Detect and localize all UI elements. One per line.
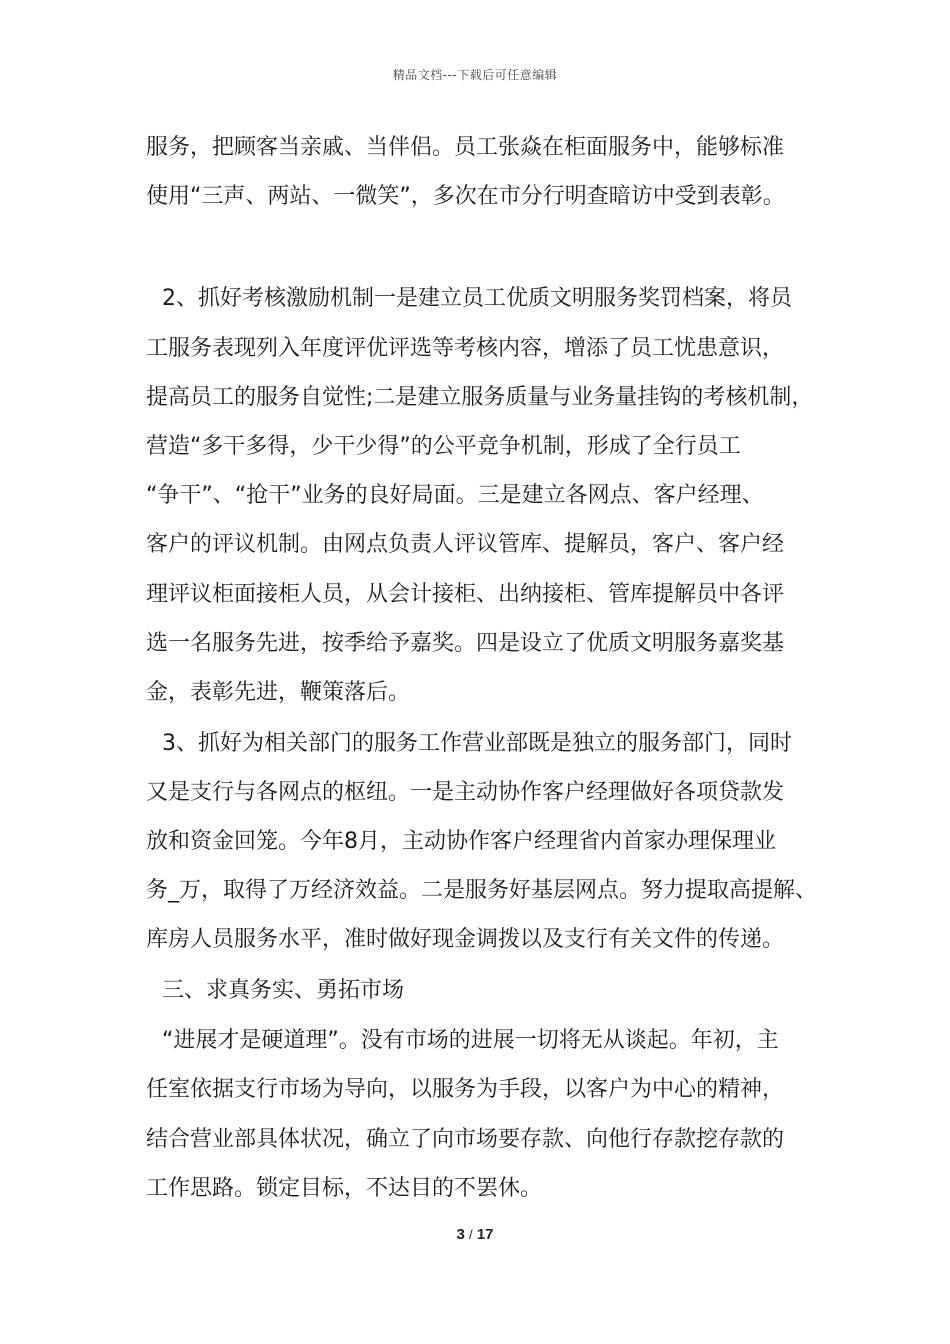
body-line: 提高员工的服务自觉性;二是建立服务质量与业务量挂钩的考核机制，	[146, 385, 814, 410]
total-pages: 17	[476, 1226, 494, 1243]
page-number	[0, 1226, 950, 1243]
body-line: 任室依据支行市场为导向，以服务为手段，以客户为中心的精神，	[146, 1077, 785, 1102]
body-line: 又是支行与各网点的枢纽。一是主动协作客户经理做好各项贷款发	[146, 780, 785, 805]
body-line: 务_万，取得了万经济效益。二是服务好基层网点。努力提取高提解、	[146, 878, 818, 903]
body-line: 使用“三声、两站、一微笑”，多次在市分行明查暗访中受到表彰。	[146, 184, 785, 209]
current-page: 3	[456, 1226, 465, 1243]
page-separator: /	[469, 1227, 473, 1242]
body-line: 3、抓好为相关部门的服务工作营业部既是独立的服务部门，同时	[162, 731, 792, 756]
section-heading: 三、求真务实、勇拓市场	[162, 978, 405, 1003]
body-line: 工作思路。锁定目标，不达目的不罢休。	[146, 1176, 543, 1201]
body-line: 工服务表现列入年度评优评选等考核内容，增添了员工忧患意识，	[146, 336, 785, 361]
body-line: 客户的评议机制。由网点负责人评议管库、提解员，客户、客户经	[146, 532, 785, 557]
body-line: 结合营业部具体状况，确立了向市场要存款、向他行存款挖存款的	[146, 1127, 785, 1152]
body-line: “进展才是硬道理”。没有市场的进展一切将无从谈起。年初，主	[162, 1028, 779, 1053]
body-line: 金，表彰先进，鞭策落后。	[146, 680, 411, 705]
body-line: “争干”、“抢干”业务的良好局面。三是建立各网点、客户经理、	[146, 483, 764, 508]
body-line: 2、抓好考核激励机制一是建立员工优质文明服务奖罚档案，将员	[162, 286, 792, 311]
body-line: 理评议柜面接柜人员，从会计接柜、出纳接柜、管库提解员中各评	[146, 582, 785, 607]
body-line: 放和资金回笼。今年8月，主动协作客户经理省内首家办理保理业	[146, 829, 776, 854]
body-line: 选一名服务先进，按季给予嘉奖。四是设立了优质文明服务嘉奖基	[146, 631, 785, 656]
body-line: 库房人员服务水平，准时做好现金调拨以及支行有关文件的传递。	[146, 927, 785, 952]
document-header: 精品文档---下载后可任意编辑	[392, 68, 558, 82]
body-line: 服务，把顾客当亲戚、当伴侣。员工张焱在柜面服务中，能够标准	[146, 135, 785, 160]
body-line: 营造“多干多得，少干少得”的公平竞争机制，形成了全行员工	[146, 434, 741, 459]
